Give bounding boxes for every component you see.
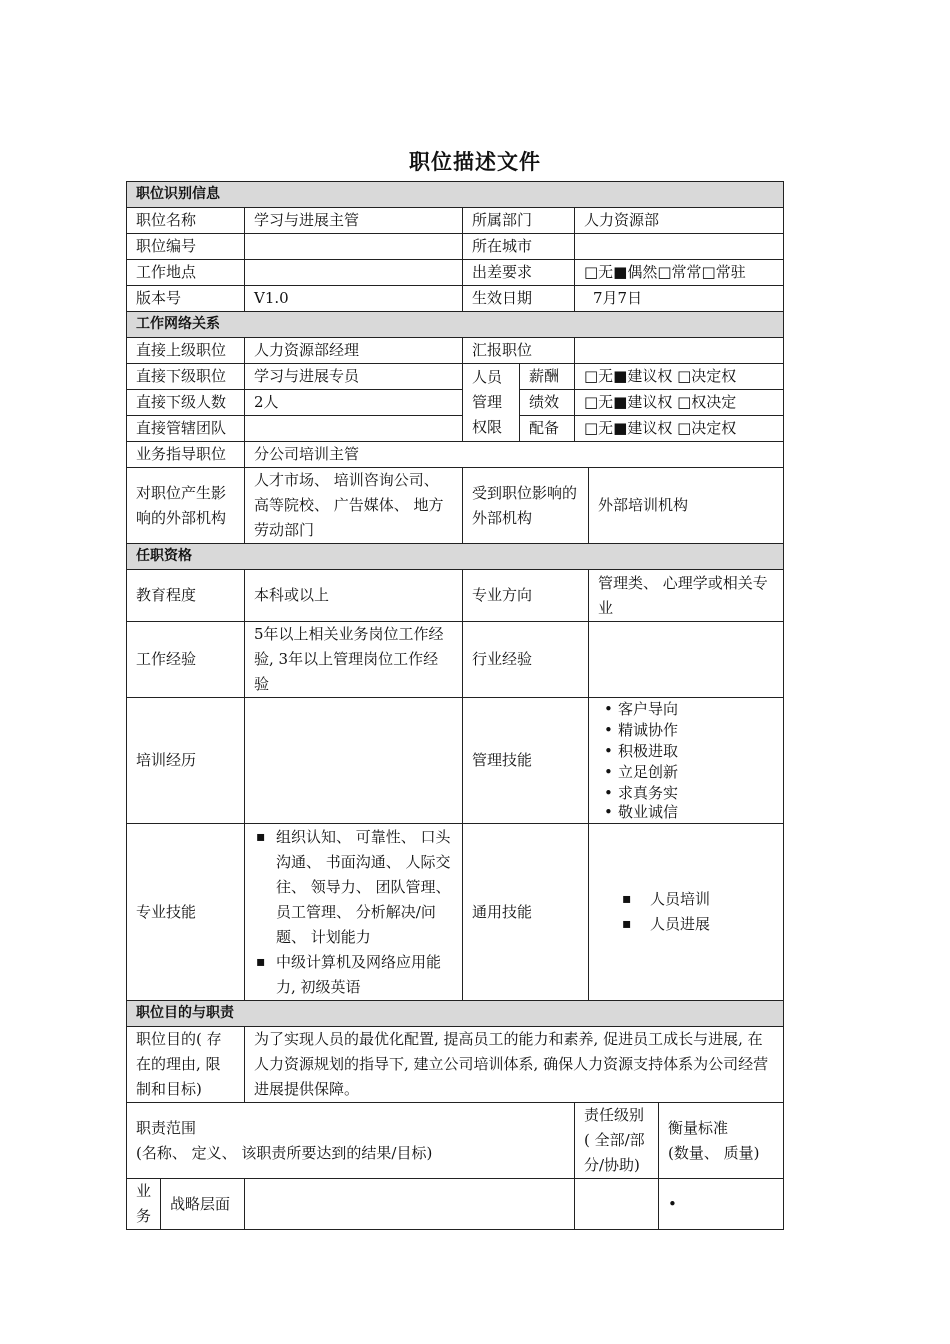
measure-header-line1: 衡量标准: [668, 1118, 729, 1137]
training-label: 培训经历: [127, 698, 245, 824]
list-item: • 精诚协作: [618, 720, 774, 741]
management-skill-list: [598, 699, 774, 821]
position-name-label: 职位名称: [127, 208, 245, 234]
team-label: 直接管辖团队: [127, 416, 245, 442]
report-label: 汇报职位: [463, 338, 575, 364]
page-title: 职位描述文件: [409, 150, 541, 174]
management-skill-list-cell: [589, 698, 784, 824]
salary-label: 薪酬: [520, 364, 575, 390]
strategy-level-value: [575, 1179, 659, 1230]
section-identity: 职位识别信息: [127, 182, 784, 208]
industry-exp-value: [589, 622, 784, 698]
measure-header: [659, 1103, 784, 1179]
list-item: • 敬业诚信: [618, 804, 774, 821]
business-guide-value: 分公司培训主管: [245, 442, 784, 468]
work-location-value: [245, 260, 463, 286]
education-label: 教育程度: [127, 570, 245, 622]
authority-label-line3: 权限: [472, 418, 503, 436]
general-skill-list-cell: [589, 824, 784, 1001]
scope-header-line2: (名称、 定义、 该职责所要达到的结果/目标): [136, 1143, 433, 1162]
version-value: V1.0: [245, 286, 463, 312]
performance-value: □无■建议权 □权决定: [575, 390, 784, 416]
superior-value: 人力资源部经理: [245, 338, 463, 364]
superior-label: 直接上级职位: [127, 338, 245, 364]
influencing-org-value: 人才市场、 培训咨询公司、 高等院校、 广告媒体、 地方劳动部门: [245, 468, 463, 544]
management-skill-label: 管理技能: [463, 698, 589, 824]
purpose-value: 为了实现人员的最优化配置, 提高员工的能力和素养, 促进员工成长与进展, 在人力资源规划的指导下, 建立公司培训体系, 确保人力资源支持体系为公司经营进展提供保障。: [245, 1027, 784, 1103]
general-skill-list: [598, 887, 774, 937]
travel-label: 出差要求: [463, 260, 575, 286]
city-label: 所在城市: [463, 234, 575, 260]
major-label: 专业方向: [463, 570, 589, 622]
strategy-level-label: 战略层面: [161, 1179, 245, 1230]
work-location-label: 工作地点: [127, 260, 245, 286]
authority-label: [463, 364, 520, 442]
section-purpose: 职位目的与职责: [127, 1001, 784, 1027]
training-value: [245, 698, 463, 824]
general-skill-label: 通用技能: [463, 824, 589, 1001]
department-label: 所属部门: [463, 208, 575, 234]
purpose-label: 职位目的( 存在的理由, 限制和目标): [127, 1027, 245, 1103]
responsibility-scope-header: [127, 1103, 575, 1179]
major-value: 管理类、 心理学或相关专业: [589, 570, 784, 622]
level-header-line2: ( 全部/部分/协助): [584, 1131, 645, 1174]
list-item: ▪ 人员培训: [650, 887, 774, 912]
travel-value: □无■偶然□常常□常驻: [575, 260, 784, 286]
education-value: 本科或以上: [245, 570, 463, 622]
industry-exp-label: 行业经验: [463, 622, 589, 698]
subordinate-count-value: 2人: [245, 390, 463, 416]
affected-org-label: 受到职位影响的外部机构: [463, 468, 589, 544]
salary-value: □无■建议权 □决定权: [575, 364, 784, 390]
professional-skill-label: 专业技能: [127, 824, 245, 1001]
subordinate-label: 直接下级职位: [127, 364, 245, 390]
city-value: [575, 234, 784, 260]
experience-label: 工作经验: [127, 622, 245, 698]
business-label: 业务: [127, 1179, 161, 1230]
authority-label-line1: 人员: [472, 368, 503, 386]
position-name-value: 学习与进展主管: [245, 208, 463, 234]
affected-org-value: 外部培训机构: [589, 468, 784, 544]
team-value: [245, 416, 463, 442]
position-code-label: 职位编号: [127, 234, 245, 260]
measure-header-line2: (数量、 质量): [668, 1143, 760, 1162]
professional-skill-list-cell: [245, 824, 463, 1001]
section-network: 工作网络关系: [127, 312, 784, 338]
list-item: ▪ 中级计算机及网络应用能力, 初级英语: [276, 950, 453, 1000]
professional-skill-list: [254, 825, 453, 1000]
influencing-org-label: 对职位产生影响的外部机构: [127, 468, 245, 544]
authority-label-line2: 管理: [472, 393, 503, 411]
list-item: • 立足创新: [618, 762, 774, 783]
business-guide-label: 业务指导职位: [127, 442, 245, 468]
job-description-form: [126, 181, 783, 1230]
strategy-measure-value: •: [659, 1179, 784, 1230]
list-item: • 积极进取: [618, 741, 774, 762]
subordinate-value: 学习与进展专员: [245, 364, 463, 390]
allocation-value: □无■建议权 □决定权: [575, 416, 784, 442]
experience-value: 5年以上相关业务岗位工作经验, 3年以上管理岗位工作经验: [245, 622, 463, 698]
performance-label: 绩效: [520, 390, 575, 416]
list-item: • 客户导向: [618, 699, 774, 720]
position-code-value: [245, 234, 463, 260]
job-table: [126, 181, 784, 1230]
effective-date-value: 7月7日: [575, 286, 784, 312]
version-label: 版本号: [127, 286, 245, 312]
scope-header-line1: 职责范围: [136, 1118, 197, 1137]
list-item: • 求真务实: [618, 783, 774, 804]
list-item: ▪ 组织认知、 可靠性、 口头沟通、 书面沟通、 人际交往、 领导力、 团队管理、 员工管理、 分析解决/问题、 计划能力: [276, 825, 453, 950]
department-value: 人力资源部: [575, 208, 784, 234]
responsibility-level-header: [575, 1103, 659, 1179]
effective-date-label: 生效日期: [463, 286, 575, 312]
list-item: ▪ 人员进展: [650, 912, 774, 937]
subordinate-count-label: 直接下级人数: [127, 390, 245, 416]
allocation-label: 配备: [520, 416, 575, 442]
level-header-line1: 责任级别: [584, 1106, 645, 1124]
section-qualification: 任职资格: [127, 544, 784, 570]
report-value: [575, 338, 784, 364]
strategy-scope-value: [245, 1179, 575, 1230]
